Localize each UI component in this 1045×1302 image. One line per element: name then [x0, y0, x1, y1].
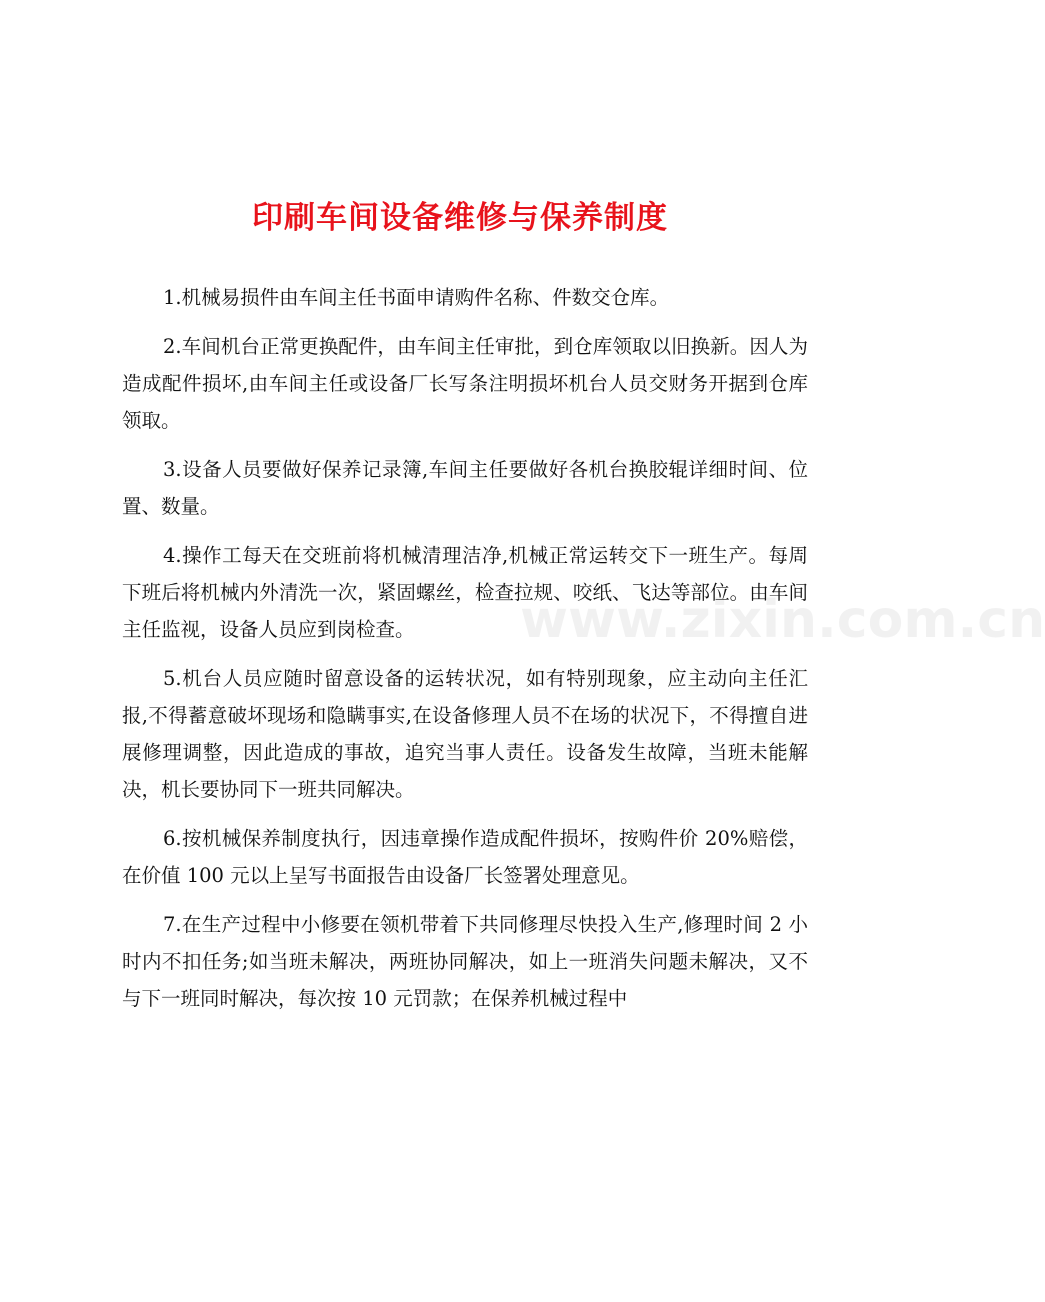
paragraph-2: 2.车间机台正常更换配件，由车间主任审批，到仓库领取以旧换新。因人为造成配件损坏,由车间主任或设备厂长写条注明损坏机台人员交财务开据到仓库领取。 — [122, 335, 808, 432]
document-title: 印刷车间设备维修与保养制度 — [252, 200, 668, 236]
paragraph-5: 5.机台人员应随时留意设备的运转状况，如有特别现象，应主动向主任汇报,不得蓄意破坏现场和隐瞒事实,在设备修理人员不在场的状况下，不得擅自进展修理调整，因此造成的事故，追究当事人责任。设备发生故障，当班未能解决，机长要协同下一班共同解决。 — [122, 667, 808, 801]
paragraph-7: 7.在生产过程中小修要在领机带着下共同修理尽快投入生产,修理时间 2 小时内不扣任务;如当班未解决，两班协同解决，如上一班消失问题未解决，又不与下一班同时解决，每次按 10 元罚款；在保养机械过程中 — [122, 913, 808, 1010]
watermark: www.zixin.com.cn — [520, 590, 1045, 650]
document-body — [122, 279, 808, 1017]
paragraph-3: 3.设备人员要做好保养记录簿,车间主任要做好各机台换胶辊详细时间、位置、数量。 — [122, 458, 808, 518]
paragraph-4: 4.操作工每天在交班前将机械清理洁净,机械正常运转交下一班生产。每周下班后将机械内外清洗一次，紧固螺丝，检查拉规、咬纸、飞达等部位。由车间主任监视，设备人员应到岗检查。 — [122, 544, 808, 641]
paragraph-1: 1.机械易损件由车间主任书面申请购件名称、件数交仓库。 — [163, 286, 670, 309]
paragraph-6: 6.按机械保养制度执行，因违章操作造成配件损坏，按购件价 20%赔偿，在价值 100 元以上呈写书面报告由设备厂长签署处理意见。 — [122, 827, 808, 887]
